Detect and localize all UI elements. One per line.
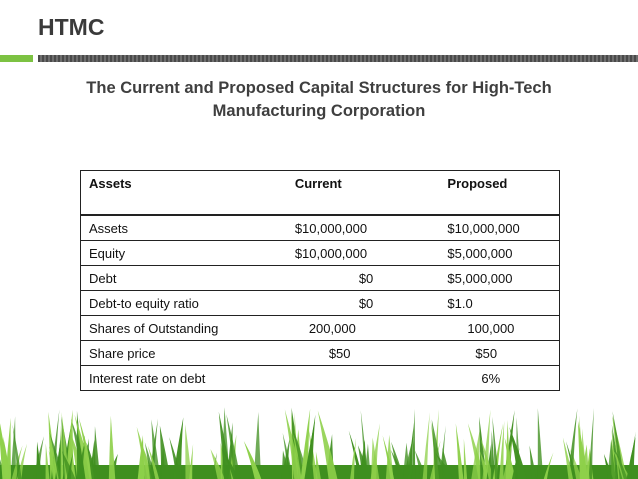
grass-blade xyxy=(371,438,379,479)
table-header-row xyxy=(81,171,560,216)
current-value: $10,000,000 xyxy=(287,215,440,241)
current-value: $50 xyxy=(287,341,440,366)
capital-structure-table xyxy=(80,170,560,391)
header-assets: Assets xyxy=(81,171,287,216)
current-value: $0 xyxy=(287,266,440,291)
divider-green-segment xyxy=(0,55,33,62)
row-label: Assets xyxy=(81,215,287,241)
table-row xyxy=(81,366,560,391)
current-value: $10,000,000 xyxy=(287,241,440,266)
table-row xyxy=(81,241,560,266)
table-row xyxy=(81,215,560,241)
header-current: Current xyxy=(287,171,440,216)
slide-subtitle xyxy=(40,77,598,123)
proposed-value: $5,000,000 xyxy=(439,266,559,291)
row-label: Equity xyxy=(81,241,287,266)
header-proposed: Proposed xyxy=(439,171,559,216)
row-label: Share price xyxy=(81,341,287,366)
grass-decoration xyxy=(0,405,638,479)
grass-blade xyxy=(109,416,115,479)
table-row xyxy=(81,266,560,291)
slide-title: HTMC xyxy=(38,14,105,40)
proposed-value: 6% xyxy=(439,366,559,391)
grass-blade xyxy=(46,443,50,479)
current-value xyxy=(287,366,440,391)
grass-blade xyxy=(160,426,171,479)
divider-dark-segment xyxy=(38,55,638,62)
table-row xyxy=(81,316,560,341)
proposed-value: $1.0 xyxy=(439,291,559,316)
table-row xyxy=(81,341,560,366)
current-value: 200,000 xyxy=(287,316,440,341)
subtitle-line-2: Manufacturing Corporation xyxy=(212,102,426,120)
proposed-value: $5,000,000 xyxy=(439,241,559,266)
table-row xyxy=(81,291,560,316)
row-label: Shares of Outstanding xyxy=(81,316,287,341)
proposed-value: 100,000 xyxy=(439,316,559,341)
grass-blade xyxy=(538,408,543,479)
current-value: $0 xyxy=(287,291,440,316)
title-divider-band xyxy=(0,55,638,62)
proposed-value: $10,000,000 xyxy=(439,215,559,241)
subtitle-line-1: The Current and Proposed Capital Structures for High-Tech xyxy=(86,79,552,97)
proposed-value: $50 xyxy=(439,341,559,366)
row-label: Interest rate on debt xyxy=(81,366,287,391)
grass-blades xyxy=(0,407,638,479)
row-label: Debt-to equity ratio xyxy=(81,291,287,316)
row-label: Debt xyxy=(81,266,287,291)
grass-blade xyxy=(464,439,467,479)
